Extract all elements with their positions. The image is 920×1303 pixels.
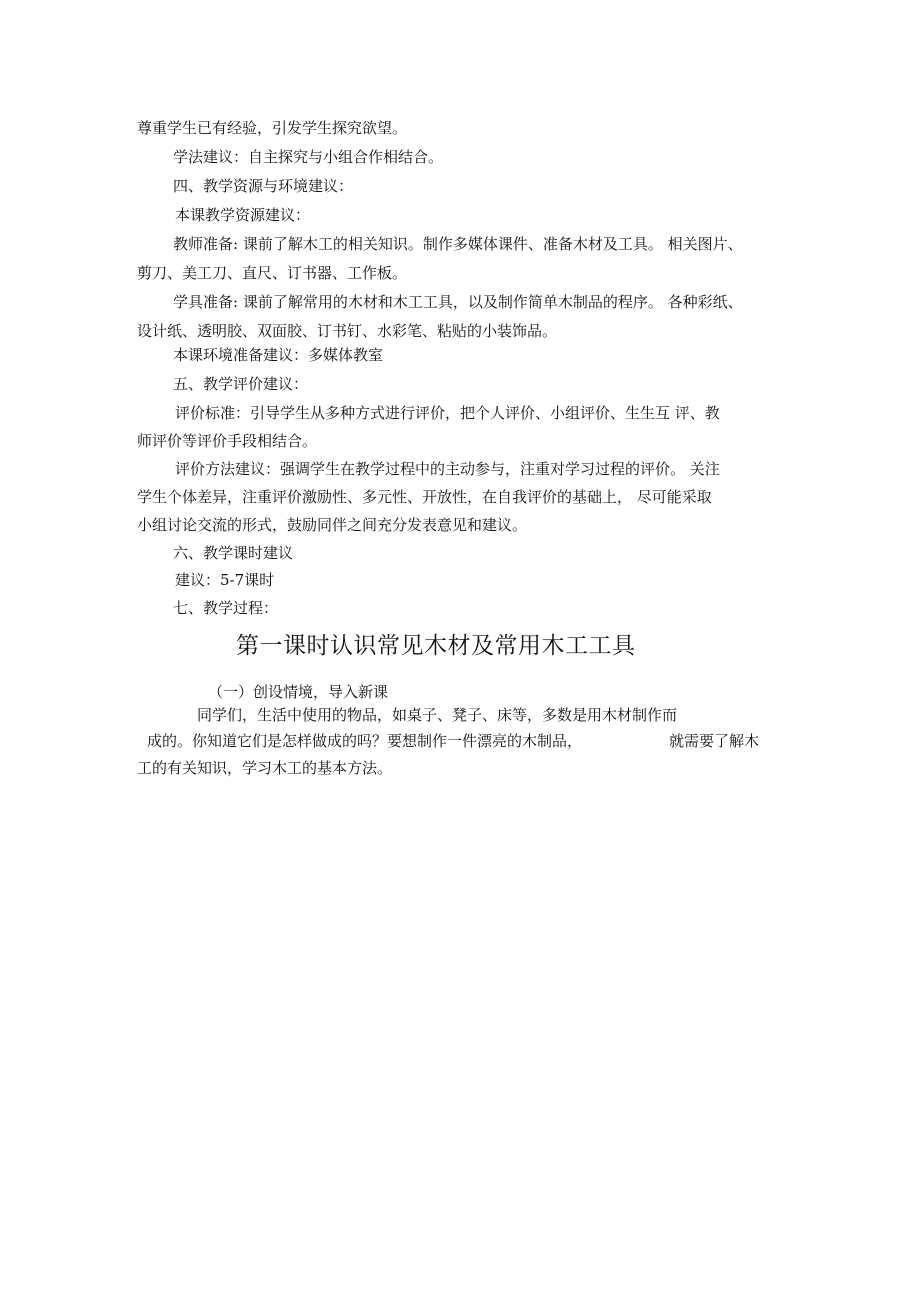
text-line: 评价方法建议：强调学生在教学过程中的主动参与，注重对学习过程的评价。 关注 [175,460,720,478]
text-line: 设计纸、透明胶、双面胶、订书钉、水彩笔、粘贴的小装饰品。 [137,322,558,340]
text-line: 就需要了解木 [669,732,760,750]
text-line: 剪刀、美工刀、直尺、订书器、工作板。 [137,264,408,282]
section-heading: 七、教学过程： [173,599,279,617]
text-line: 学法建议：自主探究与小组合作相结合。 [173,148,444,166]
subsection-heading: （一）创设情境，导入新课 [208,683,389,701]
text-line: 本课环境准备建议：多媒体教室 [173,346,384,364]
text-line: 师评价等评价手段相结合。 [137,432,318,450]
text-line: 评价标准：引导学生从多种方式进行评价，把个人评价、小组评价、生生互 评、教 [175,404,720,422]
text-line: 教师准备: 课前了解木工的相关知识。制作多媒体课件、准备木材及工具。 相关图片、 [173,235,743,253]
text-line: 成的。你知道它们是怎样做成的吗？要想制作一件漂亮的木制品， [147,732,583,750]
text-line: 尊重学生已有经验，引发学生探究欲望。 [137,119,408,137]
text-line: 建议：5-7课时 [175,571,275,589]
text-line: 同学们，生活中使用的物品，如桌子、凳子、床等，多数是用木材制作而 [197,706,678,724]
section-heading: 六、教学课时建议 [173,544,294,562]
text-line: 本课教学资源建议： [175,206,311,224]
section-heading: 五、教学评价建议： [173,375,309,393]
text-line: 学具准备: 课前了解常用的木材和木工工具，以及制作简单木制品的程序。 各种彩纸、 [173,293,743,311]
text-line: 小组讨论交流的形式，鼓励同伴之间充分发表意见和建议。 [137,516,528,534]
lesson-title: 第一课时认识常见木材及常用木工工具 [236,633,636,659]
text-line: 工的有关知识，学习木工的基本方法。 [137,759,393,777]
text-line: 学生个体差异，注重评价激励性、多元性、开放性，在自我评价的基础上， 尽可能采取 [137,488,712,506]
section-heading: 四、教学资源与环境建议： [173,177,354,195]
